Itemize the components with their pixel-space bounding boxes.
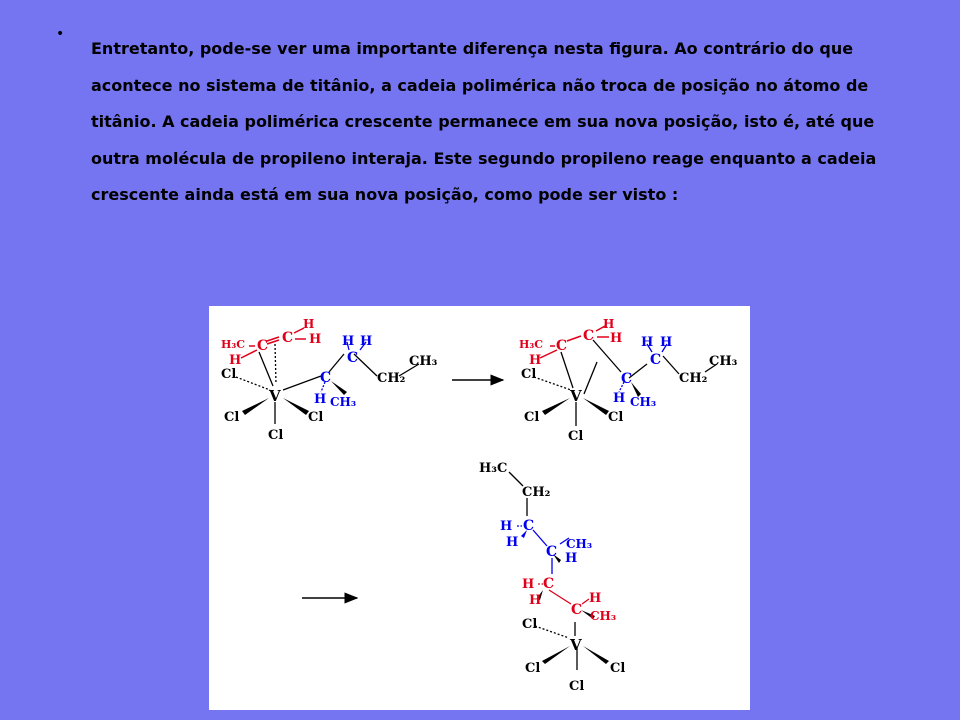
mol1-wedge-right <box>283 398 309 415</box>
mol2-h-red2: H <box>610 331 623 346</box>
bullet-marker: • <box>56 26 65 42</box>
mol2-c-red1: C <box>556 338 568 354</box>
mol1-c-red2: C <box>282 330 294 346</box>
mol1-wedge-left <box>242 398 269 415</box>
mol2-red-bonds <box>540 326 609 358</box>
mol3-wedge-right <box>583 646 609 664</box>
mol3-cl-bottom: Cl <box>569 679 585 694</box>
mol3-cl-left: Cl <box>525 661 541 676</box>
mol1-h-blue3: H <box>314 392 327 407</box>
mol2-ch3-blue: CH₃ <box>630 395 657 409</box>
mol1-c-red1: C <box>257 338 269 354</box>
mol1-h-red1: H <box>303 317 315 331</box>
reaction-diagram <box>209 306 750 710</box>
mol1-cl-bottom: Cl <box>268 428 284 443</box>
mol1-h3c: H₃C <box>221 338 245 351</box>
mol3-ch3-r: CH₃ <box>590 609 617 623</box>
mol3-h-b1: H <box>500 519 513 534</box>
mol3-ch3-b: CH₃ <box>566 537 593 551</box>
mol3-h-b3: H <box>565 551 578 566</box>
mol2-wedge-right <box>583 398 609 415</box>
mol1-h-blue1: H <box>342 334 355 349</box>
reaction-figure <box>209 306 750 710</box>
mol1-wedge-blue <box>331 381 347 395</box>
mol3-c-r1: C <box>543 576 555 592</box>
mol3-v: V <box>570 636 582 654</box>
mol1-cl-top: Cl <box>221 367 237 382</box>
mol1-red-bonds <box>241 328 306 358</box>
mol1-cl-left: Cl <box>224 410 240 425</box>
mol3-c-r2: C <box>571 602 583 618</box>
mol3-black-bonds <box>509 472 577 670</box>
mol1-ch3: CH₃ <box>409 354 438 369</box>
mol2-h-blue1: H <box>641 335 654 350</box>
mol1-c-blue1: C <box>347 350 359 366</box>
mol2-cl-right: Cl <box>608 410 624 425</box>
paragraph-line-2: acontece no sistema de titânio, a cadeia polimérica não troca de posição no átomo de <box>91 75 869 95</box>
paragraph-line-3: titânio. A cadeia polimérica crescente permanece em sua nova posição, isto é, até que <box>91 112 875 131</box>
mol2-h-red1: H <box>603 317 615 331</box>
mol2-h3c: H₃C <box>519 338 543 351</box>
mol2-c-red2: C <box>583 328 595 344</box>
paragraph-line-1: Entretanto, pode-se ver uma importante diferença nesta figura. Ao contrário do que <box>91 39 854 58</box>
mol3-c-b1: C <box>523 518 535 534</box>
mol3-cl-top: Cl <box>522 617 538 632</box>
mol3-h-r3: H <box>589 591 602 606</box>
mol3-h-r2: H <box>529 593 542 608</box>
mol2-v: V <box>570 387 582 405</box>
molecule-3 <box>479 461 625 694</box>
paragraph-line-5: crescente ainda está em sua nova posição, como pode ser visto : <box>91 185 679 204</box>
mol2-h-blue2: H <box>660 335 673 350</box>
paragraph <box>91 23 881 221</box>
mol2-ch2: CH₂ <box>679 371 708 386</box>
mol1-h-red3: H <box>229 353 242 368</box>
molecule-2 <box>519 317 738 444</box>
mol2-ch3: CH₃ <box>709 354 738 369</box>
mol2-cl-left: Cl <box>524 410 540 425</box>
molecule-1 <box>221 317 438 443</box>
mol1-c-blue2: C <box>320 370 332 386</box>
mol2-c-blue2: C <box>621 371 633 387</box>
mol1-ch3-blue: CH₃ <box>330 395 357 409</box>
mol3-c-b2: C <box>546 544 558 560</box>
mol3-h3c: H₃C <box>479 461 508 476</box>
mol3-h-r1: H <box>522 577 535 592</box>
mol1-h-blue2: H <box>360 334 373 349</box>
mol3-cl-right: Cl <box>610 661 626 676</box>
mol2-h-red3: H <box>529 353 542 368</box>
mol1-cl-right: Cl <box>308 410 324 425</box>
mol3-h-b2: H <box>506 535 519 550</box>
mol2-wedge-left <box>542 398 570 415</box>
mol1-h-red2: H <box>309 332 322 347</box>
mol2-h-blue3: H <box>613 391 626 406</box>
mol2-cl-top: Cl <box>521 367 537 382</box>
mol3-ch2: CH₂ <box>522 485 551 500</box>
mol2-c-blue1: C <box>650 352 662 368</box>
mol3-wedge-left <box>542 646 570 664</box>
mol1-ch2: CH₂ <box>377 371 406 386</box>
mol1-v: V <box>269 387 281 405</box>
mol2-cl-bottom: Cl <box>568 429 584 444</box>
paragraph-line-4: outra molécula de propileno interaja. Este segundo propileno reage enquanto a cadeia <box>91 148 877 168</box>
